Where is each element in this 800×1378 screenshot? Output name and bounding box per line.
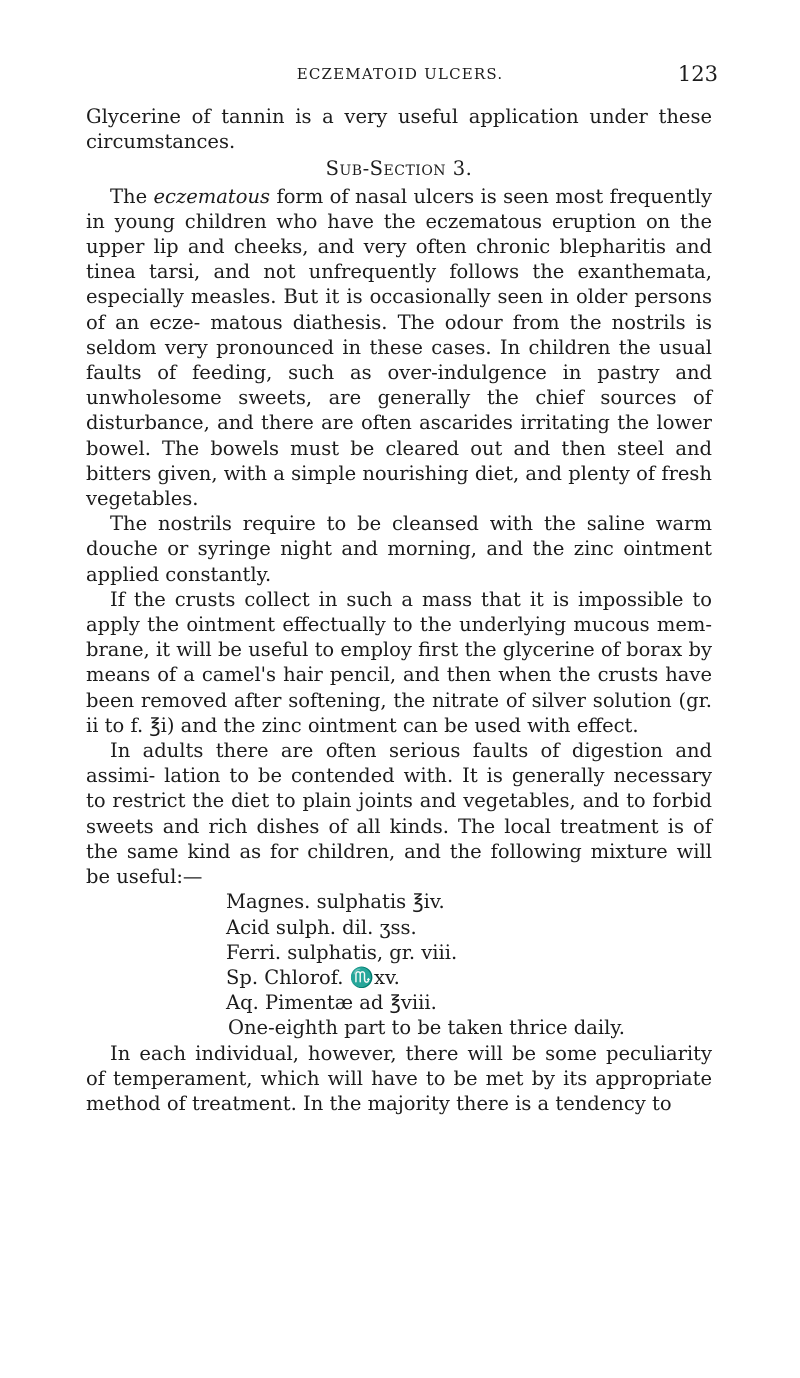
prescription-item: Sp. Chlorof. ♏xv. [226, 965, 400, 989]
paragraph-adults: In adults there are often serious faults of digestion and assimi- lation to be contended with. It is generally necessary to restrict the diet to plain joints and vegetables, and to forbid sweets and rich dishes of all kinds. The local treatment is of the same kind as for children, and the following mixture will be useful:— [86, 739, 712, 889]
section-heading: Sub-Section 3. [325, 157, 473, 181]
body-text [86, 104, 712, 1116]
paragraph-individual-temperament: In each individual, however, there will be some peculiarity of temperament, which will have to be met by its appropriate method of treatment. In the majority there is a tendency to [86, 1041, 712, 1115]
paragraph-glycerine-tannin: Glycerine of tannin is a very useful application under these circumstances. [86, 105, 712, 154]
italic-term-eczematous: eczematous [153, 184, 271, 208]
paragraph-eczematous-rest: form of nasal ulcers is seen most frequently in young children who have the eczematous eruption on the upper lip and cheeks, and very often chronic blepharitis and tinea tarsi, and not unfrequently follows the exanthemata, especially measles. But it is occasionally seen in older persons of an ecze- matous diathesis. The odour from the nostrils is seldom very pronounced in these cases. In children the usual faults of feeding, such as over-indulgence in pastry and unwholesome sweets, are generally the chief sources of disturbance, and there are often ascarides irritating the lower bowel. The bowels must be cleared out and then steel and bitters given, with a simple nourishing diet, and plenty of fresh vegetables. [86, 184, 712, 511]
prescription-item: Ferri. sulphatis, gr. viii. [226, 940, 458, 964]
paragraph-eczematous-form [86, 184, 712, 512]
running-title: ECZEMATOID ULCERS. [296, 65, 504, 83]
prescription-dose: One-eighth part to be taken thrice daily. [228, 1016, 625, 1040]
paragraph-crusts: If the crusts collect in such a mass that it is impossible to apply the ointment effectually to the underlying mucous mem- brane, it will be useful to employ first the glycerine of borax by means of a camel's hair pencil, and then when the crusts have been removed after softening, the nitrate of silver solution (gr. ii to f. ℥i) and the zinc ointment can be used with effect. [86, 587, 712, 737]
prescription-list [86, 889, 712, 1015]
prescription-item: Acid sulph. dil. ʒss. [226, 915, 417, 939]
prescription-item: Magnes. sulphatis ℥iv. [226, 890, 445, 914]
page-number: 123 [677, 62, 718, 86]
prescription-item: Aq. Pimentæ ad ℥viii. [226, 991, 437, 1015]
paragraph-eczematous-prefix: The [110, 184, 154, 208]
running-head [0, 62, 800, 86]
paragraph-nostrils-cleansing: The nostrils require to be cleansed with the saline warm douche or syringe night and morning, and the zinc ointment applied constantly. [86, 512, 712, 586]
